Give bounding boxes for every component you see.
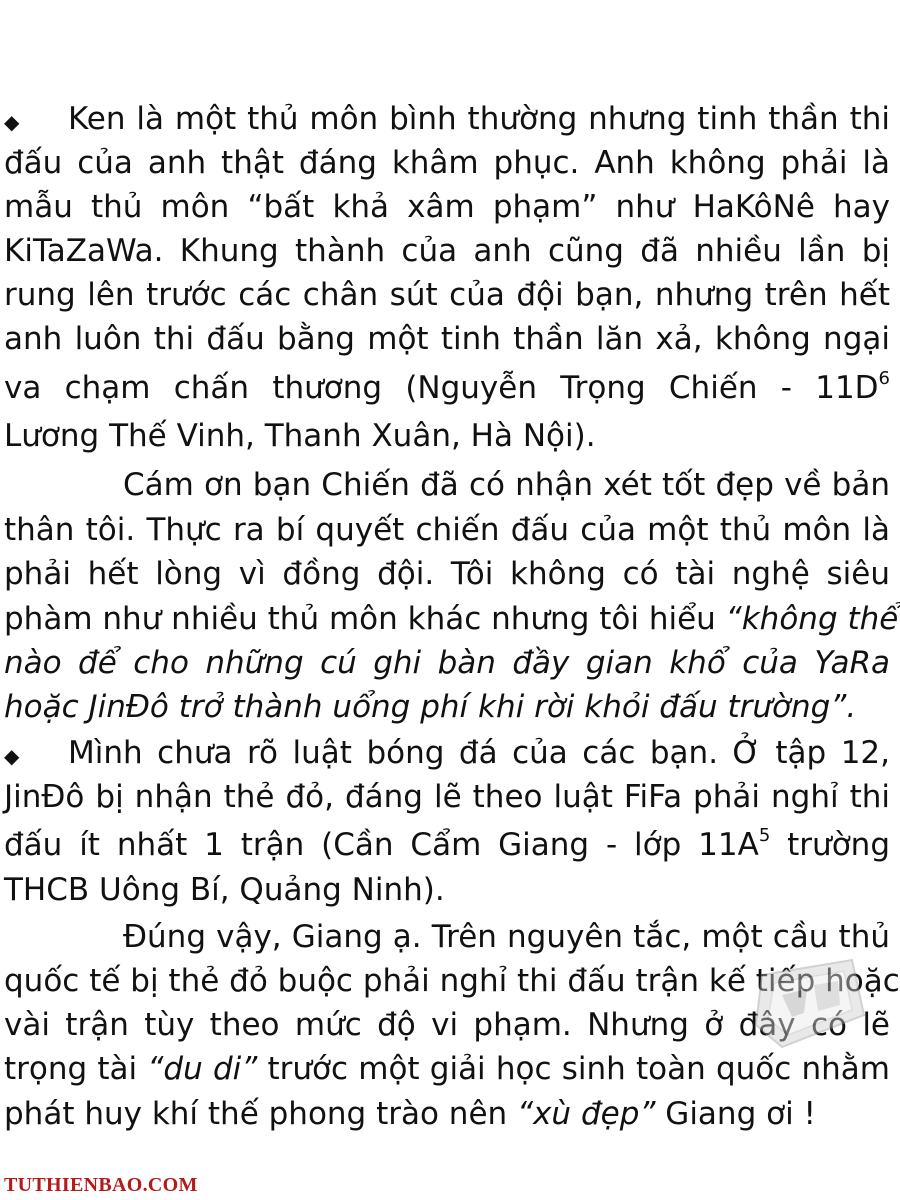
reply-1-line: hoặc JinĐô trở thành uổng phí khi rời khỏi đấu trường”. (4, 689, 857, 725)
diamond-bullet-icon: ◆ (4, 110, 20, 134)
reply-1-line: Cám ơn bạn Chiến đã có nhận xét tốt đẹp về bản (123, 467, 890, 503)
reply-2-line: trọng tài “du di” trước một giải học sinh toàn quốc nhằm (4, 1051, 890, 1087)
reply-1-line: phải hết lòng vì đồng đội. Tôi không có tài nghệ siêu (4, 556, 890, 592)
class-superscript: 5 (758, 825, 771, 846)
class-superscript: 6 (878, 368, 890, 389)
reply-2-line: vài trận tùy theo mức độ vi phạm. Nhưng ở đây có lẽ (4, 1007, 890, 1043)
reply-2-line: Đúng vậy, Giang ạ. Trên nguyên tắc, một cầu thủ (123, 919, 890, 955)
letter-2-line: THCB Uông Bí, Quảng Ninh). (4, 872, 445, 908)
letter-1-line: KiTaZaWa. Khung thành của anh cũng đã nhiều lần bị (4, 233, 890, 269)
publisher-logo-watermark (752, 955, 870, 1055)
reply-1-line: nào để cho những cú ghi bàn đầy gian khổ của YaRa (4, 645, 890, 681)
letter-1-line: Lương Thế Vinh, Thanh Xuân, Hà Nội). (4, 418, 596, 454)
letter-1-line: va chạm chấn thương (Nguyễn Trọng Chiến - $11D^6$ (4, 368, 890, 406)
reply-2-line: phát huy khí thế phong trào nên “xù đẹp” Giang ơi ! (4, 1096, 816, 1132)
reply-1-line: phàm như nhiều thủ môn khác nhưng tôi hiểu “không thể (4, 601, 899, 637)
reply-2-line: quốc tế bị thẻ đỏ buộc phải nghỉ thi đấu trận kế tiếp hoặc (4, 963, 900, 999)
letter-2-line: Mình chưa rõ luật bóng đá của các bạn. Ở tập 12, (68, 735, 890, 771)
diamond-bullet-icon: ◆ (4, 744, 20, 768)
letter-1-line: đấu của anh thật đáng khâm phục. Anh không phải là (4, 145, 890, 181)
letter-1-line: Ken là một thủ môn bình thường nhưng tinh thần thi (68, 101, 890, 137)
letter-2-line: JinĐô bị nhận thẻ đỏ, đáng lẽ theo luật FiFa phải nghỉ thi (4, 779, 890, 815)
letter-1-line: rung lên trước các chân sút của đội bạn, nhưng trên hết (4, 277, 890, 313)
reply-1-line: thân tôi. Thực ra bí quyết chiến đấu của một thủ môn là (4, 512, 890, 548)
website-footer: TUTHIENBAO.COM (4, 1174, 198, 1196)
letter-2-line: đấu ít nhất 1 trận (Cần Cẩm Giang - lớp $11A^5$ trường (4, 825, 890, 863)
letter-1-line: mẫu thủ môn “bất khả xâm phạm” như HaKôNê hay (4, 189, 890, 225)
letter-1-line: anh luôn thi đấu bằng một tinh thần lăn xả, không ngại (4, 321, 890, 357)
